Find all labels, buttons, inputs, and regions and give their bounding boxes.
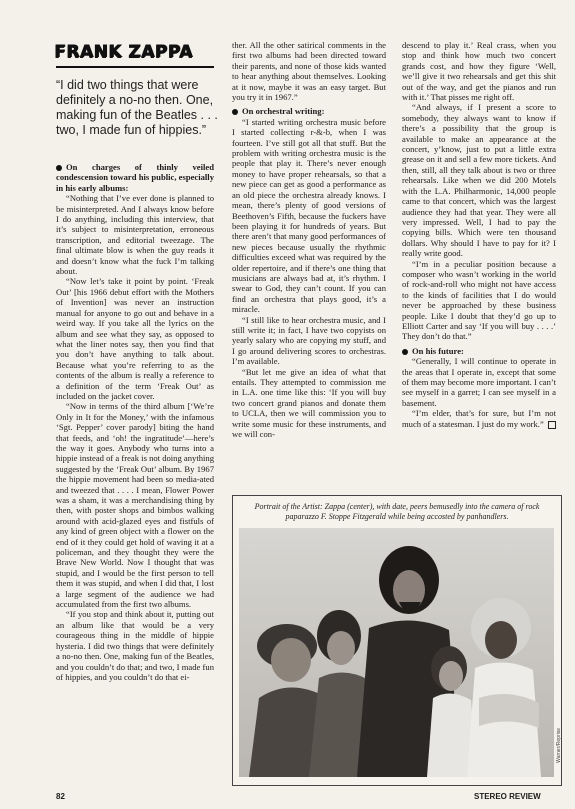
paragraph: “I still like to hear orchestra music, and I still write it; in fact, I have two copyists on yearly salary who are copying my stuff, and I go around delivering scores to orchestras. I’m available. [232, 314, 386, 367]
page-number: 82 [56, 792, 65, 801]
title-rule [56, 66, 214, 68]
pull-quote: “I did two things that were definitely a no-no then. One, making fun of the Beatles . . . two, I made fun of hippies.” [56, 78, 218, 137]
column-3 [402, 40, 556, 429]
magazine-name: STEREO REVIEW [474, 792, 541, 801]
section-head-text: On his future: [412, 345, 464, 356]
column-1 [56, 158, 214, 682]
section-head-orchestral [232, 106, 386, 116]
paragraph: descend to play it.’ Real crass, when you stop and think how much two concert grands cost, and how they figure ‘Well, we’ll give it two rehearsals and get this shit out of the way, and get the pianos and run with it.’ That pisses me right off. [402, 40, 556, 103]
paragraph: “If you stop and think about it, putting out an album like that would be a very courageous thing in the middle of hippie hysteria. I did two things that were definitely a no-no then. One, making fun of the Beatles, and you couldn’t do that; and two, I made fun of hippies, and you couldn’t do that ei- [56, 609, 214, 682]
paragraph: ther. All the other satirical comments in the first two albums had been directed toward their parents, and none of those kids wanted to hear anything about themselves. Looking at it now, maybe it was an easy target. But you try it in 1967.” [232, 40, 386, 103]
paragraph: “Now in terms of the third album [‘We’re Only in It for the Money,’ with the infamous ‘Sgt. Pepper’ cover parody] biting the hand that feeds, and ‘oh! the ingratitude’—here’s the way it goes. Anybody who turns into a hippie instead of a freak is not doing anything suggested by the ‘Freak Out’ album. By 1967 the hippie movement had been so media-ated and tweezed that . . . . I mean, Flower Power was a sham, it was a merchandising thing by then, with poster shops and bimbos walking around with acid-glazed eyes and fistfuls of any kind of green object with a flower on the end of it they could get hold of waving it at a policeman, and they thought they were the Brave New World. Now I thought that was stupid, and I would be the first person to tell them it was stupid, and when I did that, I lost a large segment of the audience we had accumulated from the first two albums. [56, 401, 214, 610]
bullet-icon [232, 109, 238, 115]
photo-credit: Warner/Reprise [556, 728, 562, 763]
column-2 [232, 40, 386, 439]
section-head-condescension [56, 162, 214, 193]
section-head-text: On charges of thinly veiled condescension toward his public, especially in his early albums: [56, 162, 214, 193]
paragraph: “Now let’s take it point by point. ‘Freak Out’ [his 1966 debut effort with the Mothers of Invention] was never an instruction manual for anyone to go out and behave in a weird way. If you take all the lyrics on the album and see what they say, as opposed to what the liner notes say, then you find that you don’t have anything to talk about. Because what you’re referring to as the contents of the album is really a reference to a definition of the term ‘Freak Out’ as included on the jacket cover. [56, 276, 214, 401]
paragraph: “Nothing that I’ve ever done is planned to be misinterpreted. And I always know before I do anything, including this interview, that it’s subject to misinterpretation, erroneous transcription, and editorial tweezage. The final ultimate blow is when the guy reads it and doesn’t know what the fuck I’m talking about. [56, 193, 214, 277]
paragraph: “I’m in a peculiar position because a composer who wasn’t working in the world of rock-and-roll who might not have access to the kinds of facilities that I do would never be approached by these business people. Like I doubt that they’d go up to Elliott Carter and say ‘If you will buy . . . .’ They don’t do that.” [402, 258, 556, 342]
section-head-text: On orchestral writing: [242, 106, 325, 117]
band-photo-illustration [239, 528, 554, 777]
paragraph: “And always, if I present a score to somebody, they always want to know if there’s a possibility that the group is available to make an appearance at the concert, y’know, just to put a little extra grease on it and sell a few more tickets. And then, still, all they talk about is two or three rehearsals. Like when we did 200 Motels with the L.A. Philharmonic, 14,000 people came to that concert, which was the largest audience they had that year. They were all very impressed. Well, I had to pay the copying bills. Which were ten thousand dollars. Why should I have to pay for it? I really write good. [402, 102, 556, 259]
bullet-icon [402, 349, 408, 355]
band-photo [239, 528, 562, 777]
final-paragraph-text: “I’m elder, that’s for sure, but I’m not much of a statesman. I just do my work.” [402, 408, 556, 429]
paragraph: “Generally, I will continue to operate in the areas that I operate in, except that some of them may become more important. I can’t see myself in a garret; I can see myself in a basement. [402, 356, 556, 408]
paragraph: “But let me give an idea of what that entails. They attempted to commission me in L.A. one time like this: ‘If you will buy two concert grand pianos and donate them to UCLA, then we will commission you to write some music for these instruments, and we will con- [232, 366, 386, 440]
section-head-future [402, 346, 556, 356]
paragraph [402, 408, 556, 429]
bullet-icon [56, 165, 62, 171]
article-title: FRANK ZAPPA [54, 42, 193, 62]
photo-box [232, 495, 562, 786]
photo-caption: Portrait of the Artist: Zappa (center), with date, peers bemusedly into the camera of rock paparazzo F. Stoppe Fitzgerald while being accosted by panhandlers. [254, 502, 540, 521]
paragraph: “I started writing orchestra music before I started collecting r-&-b, when I was fourteen. I’ve still got all that stuff. But the problem with writing orchestra music is the people that play it. There’s never enough money to have proper rehearsals, so that a new piece can get as good a performance as an old piece the orchestra already knows. I mean, there’s plenty of good versions of Beethoven’s Fifth, because the fuckers have been playing it for hundreds of years. But there aren’t that many good performances of new pieces because usually the rhythmic difficulties exceed what was required by the older repertoire, and if there’s one thing that musicians are always bad at, it’s rhythm. I swear to God, they can’t count. If you can find an orchestra that plays good, it’s a miracle. [232, 116, 386, 315]
end-mark-icon [548, 421, 556, 429]
